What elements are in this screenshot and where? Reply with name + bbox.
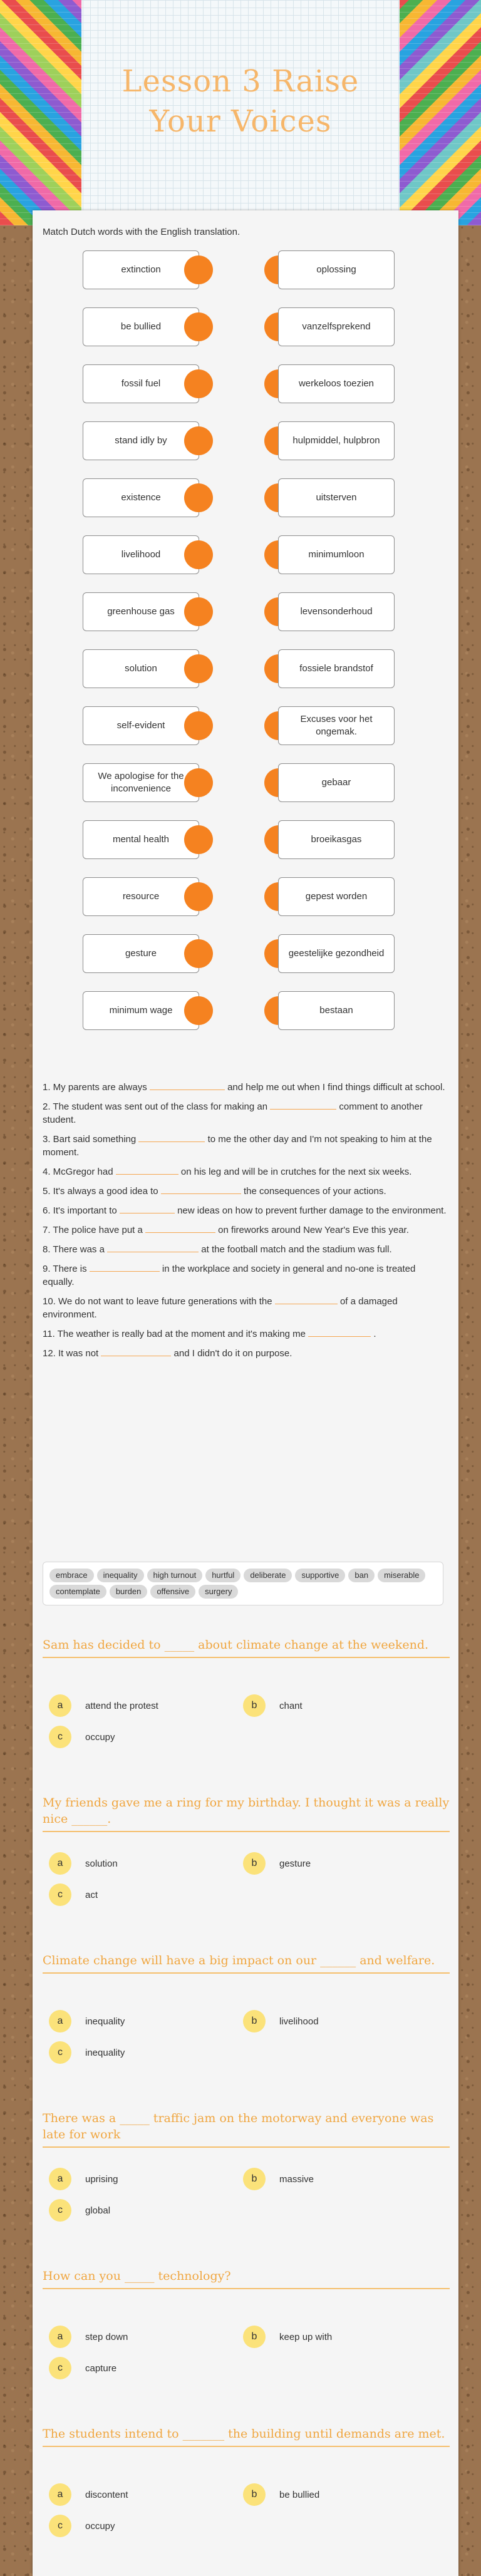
answer-option[interactable] bbox=[243, 1694, 303, 1717]
question-block bbox=[43, 2110, 450, 2235]
answer-option[interactable] bbox=[49, 2326, 128, 2348]
option-label: attend the protest bbox=[85, 1700, 158, 1711]
sentence-text-after: comment to another student. bbox=[43, 1101, 423, 1125]
chevron-pattern-left bbox=[0, 0, 81, 225]
option-label: massive bbox=[279, 2173, 314, 2185]
match-right-item[interactable]: gepest worden bbox=[278, 877, 395, 916]
sentence-text-after: . bbox=[371, 1329, 376, 1339]
option-letter-badge: a bbox=[49, 1852, 71, 1875]
match-left-item[interactable]: existence bbox=[83, 478, 199, 517]
word-chip[interactable]: inequality bbox=[97, 1569, 144, 1582]
option-letter-badge: a bbox=[49, 2168, 71, 2190]
fill-in-blanks-exercise bbox=[43, 1081, 450, 1366]
match-right-item[interactable]: werkeloos toezien bbox=[278, 364, 395, 403]
word-chip[interactable]: embrace bbox=[49, 1569, 94, 1582]
sentence-item bbox=[43, 1262, 450, 1289]
sentence-text-before: 6. It's important to bbox=[43, 1205, 120, 1216]
match-left-item[interactable]: We apologise for the inconvenience bbox=[83, 763, 199, 802]
header-banner bbox=[0, 0, 481, 225]
sentence-item bbox=[43, 1204, 450, 1217]
match-left-connector[interactable] bbox=[184, 369, 213, 398]
sentence-blank[interactable] bbox=[150, 1081, 225, 1090]
match-left-item[interactable]: be bullied bbox=[83, 307, 199, 346]
sentence-text-before: 1. My parents are always bbox=[43, 1082, 150, 1093]
match-left-connector[interactable] bbox=[184, 825, 213, 854]
match-right-item[interactable]: minimumloon bbox=[278, 535, 395, 574]
matching-instructions: Match Dutch words with the English translation. bbox=[43, 227, 240, 237]
word-chip[interactable]: hurtful bbox=[205, 1569, 240, 1582]
answer-option[interactable] bbox=[49, 2515, 115, 2537]
word-chip[interactable]: surgery bbox=[199, 1585, 238, 1599]
match-left-item[interactable]: fossil fuel bbox=[83, 364, 199, 403]
option-label: livelihood bbox=[279, 2016, 319, 2027]
sentence-blank[interactable] bbox=[90, 1262, 160, 1272]
sentence-blank[interactable] bbox=[145, 1224, 215, 1233]
option-label: global bbox=[85, 2205, 111, 2216]
sentence-text-before: 8. There was a bbox=[43, 1244, 108, 1255]
question-text: Sam has decided to _____ about climate change at the weekend. bbox=[43, 1637, 450, 1658]
match-left-connector[interactable] bbox=[184, 996, 213, 1025]
sentence-text-after: in the workplace and society in general and no-one is treated equally. bbox=[43, 1264, 416, 1287]
match-right-item[interactable]: vanzelfsprekend bbox=[278, 307, 395, 346]
sentence-blank[interactable] bbox=[116, 1165, 178, 1175]
match-right-item[interactable]: broeikasgas bbox=[278, 820, 395, 859]
option-letter-badge: c bbox=[49, 2515, 71, 2537]
option-label: occupy bbox=[85, 2520, 115, 2532]
word-bank bbox=[43, 1562, 443, 1605]
match-row bbox=[33, 535, 458, 574]
sentence-text-before: 10. We do not want to leave future generations with the bbox=[43, 1296, 275, 1307]
word-chip[interactable]: high turnout bbox=[147, 1569, 203, 1582]
sentence-text-before: 5. It's always a good idea to bbox=[43, 1186, 161, 1197]
match-row bbox=[33, 250, 458, 289]
match-left-connector[interactable] bbox=[184, 540, 213, 569]
match-left-connector[interactable] bbox=[184, 312, 213, 341]
answer-option[interactable] bbox=[243, 2168, 314, 2190]
word-chip[interactable]: burden bbox=[110, 1585, 147, 1599]
answer-option[interactable] bbox=[49, 2483, 128, 2506]
match-left-connector[interactable] bbox=[184, 654, 213, 683]
option-label: inequality bbox=[85, 2047, 125, 2058]
question-text: There was a _____ traffic jam on the motorway and everyone was late for work bbox=[43, 2110, 450, 2148]
sentence-text-after: new ideas on how to prevent further damage to the environment. bbox=[174, 1205, 447, 1216]
sentence-blank[interactable] bbox=[138, 1133, 205, 1142]
option-letter-badge: c bbox=[49, 2041, 71, 2064]
option-label: gesture bbox=[279, 1858, 311, 1869]
sentence-text-after: of a damaged environment. bbox=[43, 1296, 398, 1320]
match-right-item[interactable]: oplossing bbox=[278, 250, 395, 289]
match-right-item[interactable]: uitsterven bbox=[278, 478, 395, 517]
option-label: keep up with bbox=[279, 2331, 333, 2342]
sentence-text-after: and help me out when I find things difficult at school. bbox=[224, 1082, 445, 1093]
match-left-connector[interactable] bbox=[184, 939, 213, 968]
match-right-item[interactable]: Excuses voor het ongemak. bbox=[278, 706, 395, 745]
match-row bbox=[33, 820, 458, 859]
word-chip[interactable]: offensive bbox=[150, 1585, 195, 1599]
sentence-item bbox=[43, 1185, 450, 1198]
match-row bbox=[33, 763, 458, 802]
answer-option[interactable] bbox=[243, 2483, 319, 2506]
sentence-item bbox=[43, 1081, 450, 1094]
question-text: My friends gave me a ring for my birthday. I thought it was a really nice ______. bbox=[43, 1795, 450, 1832]
option-label: occupy bbox=[85, 1731, 115, 1743]
match-right-item[interactable]: geestelijke gezondheid bbox=[278, 934, 395, 973]
word-chip[interactable]: deliberate bbox=[244, 1569, 292, 1582]
question-block bbox=[43, 2426, 450, 2551]
option-letter-badge: b bbox=[243, 1694, 266, 1717]
question-text: The students intend to _______ the building until demands are met. bbox=[43, 2426, 450, 2447]
sentence-text-before: 4. McGregor had bbox=[43, 1167, 116, 1177]
option-letter-badge: c bbox=[49, 1883, 71, 1906]
match-right-item[interactable]: levensonderhoud bbox=[278, 592, 395, 631]
match-left-item[interactable]: livelihood bbox=[83, 535, 199, 574]
answer-option[interactable] bbox=[49, 1883, 98, 1906]
match-left-connector[interactable] bbox=[184, 483, 213, 512]
sentence-item bbox=[43, 1347, 450, 1360]
sentence-item bbox=[43, 1243, 450, 1256]
answer-option[interactable] bbox=[49, 2357, 116, 2379]
sentence-text-after: on his leg and will be in crutches for the next six weeks. bbox=[178, 1167, 412, 1177]
match-row bbox=[33, 934, 458, 973]
sentence-text-before: 7. The police have put a bbox=[43, 1225, 146, 1235]
match-left-connector[interactable] bbox=[184, 255, 213, 284]
match-left-item[interactable]: minimum wage bbox=[83, 991, 199, 1030]
option-letter-badge: a bbox=[49, 2010, 71, 2032]
sentence-text-after: to me the other day and I'm not speaking to him at the moment. bbox=[43, 1134, 432, 1158]
sentence-blank[interactable] bbox=[107, 1243, 199, 1252]
sentence-text-before: 11. The weather is really bad at the moment and it's making me bbox=[43, 1329, 309, 1339]
answer-option[interactable] bbox=[49, 2041, 125, 2064]
option-letter-badge: c bbox=[49, 2357, 71, 2379]
match-left-connector[interactable] bbox=[184, 882, 213, 911]
match-left-item[interactable]: extinction bbox=[83, 250, 199, 289]
sentence-text-after: and I didn't do it on purpose. bbox=[171, 1348, 292, 1359]
sentence-text-before: 12. It was not bbox=[43, 1348, 101, 1359]
option-label: act bbox=[85, 1889, 98, 1900]
option-letter-badge: b bbox=[243, 1852, 266, 1875]
sentence-item bbox=[43, 1295, 450, 1321]
option-letter-badge: b bbox=[243, 2010, 266, 2032]
match-left-connector[interactable] bbox=[184, 426, 213, 455]
match-right-item[interactable]: fossiele brandstof bbox=[278, 649, 395, 688]
match-row bbox=[33, 877, 458, 916]
option-label: solution bbox=[85, 1858, 118, 1869]
option-label: chant bbox=[279, 1700, 303, 1711]
match-row bbox=[33, 991, 458, 1030]
match-row bbox=[33, 421, 458, 460]
match-left-connector[interactable] bbox=[184, 711, 213, 740]
match-left-item[interactable]: greenhouse gas bbox=[83, 592, 199, 631]
sentence-blank[interactable] bbox=[308, 1327, 371, 1337]
option-letter-badge: b bbox=[243, 2326, 266, 2348]
match-row bbox=[33, 649, 458, 688]
match-right-item[interactable]: hulpmiddel, hulpbron bbox=[278, 421, 395, 460]
sentence-item bbox=[43, 1100, 450, 1126]
sentence-item bbox=[43, 1327, 450, 1341]
answer-option[interactable] bbox=[49, 2199, 110, 2222]
answer-option[interactable] bbox=[49, 2010, 125, 2032]
match-row bbox=[33, 478, 458, 517]
option-label: inequality bbox=[85, 2016, 125, 2027]
answer-option[interactable] bbox=[49, 2168, 118, 2190]
answer-option[interactable] bbox=[243, 2326, 332, 2348]
sentence-text-after: the consequences of your actions. bbox=[240, 1186, 386, 1197]
question-block bbox=[43, 1795, 450, 1920]
sentence-blank[interactable] bbox=[275, 1295, 338, 1304]
word-chip[interactable]: ban bbox=[348, 1569, 375, 1582]
option-label: step down bbox=[85, 2331, 128, 2342]
word-chip[interactable]: contemplate bbox=[49, 1585, 106, 1599]
match-left-item[interactable]: mental health bbox=[83, 820, 199, 859]
option-letter-badge: b bbox=[243, 2168, 266, 2190]
sentence-text-before: 9. There is bbox=[43, 1264, 90, 1274]
sentence-blank[interactable] bbox=[101, 1347, 171, 1356]
question-block bbox=[43, 2268, 450, 2393]
match-left-connector[interactable] bbox=[184, 597, 213, 626]
sentence-item bbox=[43, 1165, 450, 1178]
match-left-item[interactable]: gesture bbox=[83, 934, 199, 973]
worksheet bbox=[33, 210, 458, 2576]
option-label: discontent bbox=[85, 2489, 128, 2500]
option-label: uprising bbox=[85, 2173, 118, 2185]
question-block bbox=[43, 1637, 450, 1762]
chevron-pattern-right bbox=[400, 0, 481, 225]
sentence-blank[interactable] bbox=[161, 1185, 241, 1194]
match-row bbox=[33, 592, 458, 631]
answer-option[interactable] bbox=[243, 1852, 311, 1875]
answer-option[interactable] bbox=[49, 1694, 158, 1717]
option-label: capture bbox=[85, 2362, 117, 2374]
match-left-item[interactable]: solution bbox=[83, 649, 199, 688]
option-letter-badge: b bbox=[243, 2483, 266, 2506]
match-row bbox=[33, 706, 458, 745]
sentence-item bbox=[43, 1133, 450, 1159]
match-left-connector[interactable] bbox=[184, 768, 213, 797]
option-label: be bullied bbox=[279, 2489, 320, 2500]
answer-option[interactable] bbox=[49, 1852, 118, 1875]
option-letter-badge: c bbox=[49, 2199, 71, 2222]
question-text: How can you _____ technology? bbox=[43, 2268, 450, 2289]
sentence-item bbox=[43, 1224, 450, 1237]
sentence-text-before: 3. Bart said something bbox=[43, 1134, 139, 1145]
word-chip[interactable]: miserable bbox=[378, 1569, 425, 1582]
match-left-item[interactable]: self-evident bbox=[83, 706, 199, 745]
match-row bbox=[33, 307, 458, 346]
sentence-text-after: on fireworks around New Year's Eve this year. bbox=[215, 1225, 409, 1235]
option-letter-badge: a bbox=[49, 1694, 71, 1717]
option-letter-badge: c bbox=[49, 1726, 71, 1748]
sentence-text-after: at the football match and the stadium was full. bbox=[199, 1244, 392, 1255]
match-right-item[interactable]: gebaar bbox=[278, 763, 395, 802]
sentence-blank[interactable] bbox=[270, 1100, 336, 1110]
sentence-text-before: 2. The student was sent out of the class for making an bbox=[43, 1101, 271, 1112]
match-left-item[interactable]: resource bbox=[83, 877, 199, 916]
answer-option[interactable] bbox=[243, 2010, 319, 2032]
answer-option[interactable] bbox=[49, 1726, 115, 1748]
question-block bbox=[43, 1952, 450, 2078]
word-chip[interactable]: supportive bbox=[295, 1569, 345, 1582]
match-left-item[interactable]: stand idly by bbox=[83, 421, 199, 460]
option-letter-badge: a bbox=[49, 2483, 71, 2506]
option-letter-badge: a bbox=[49, 2326, 71, 2348]
match-row bbox=[33, 364, 458, 403]
page-title: Lesson 3 Raise Your Voices bbox=[122, 64, 359, 139]
match-right-item[interactable]: bestaan bbox=[278, 991, 395, 1030]
question-text: Climate change will have a big impact on our ______ and welfare. bbox=[43, 1952, 450, 1974]
sentence-blank[interactable] bbox=[120, 1204, 175, 1213]
